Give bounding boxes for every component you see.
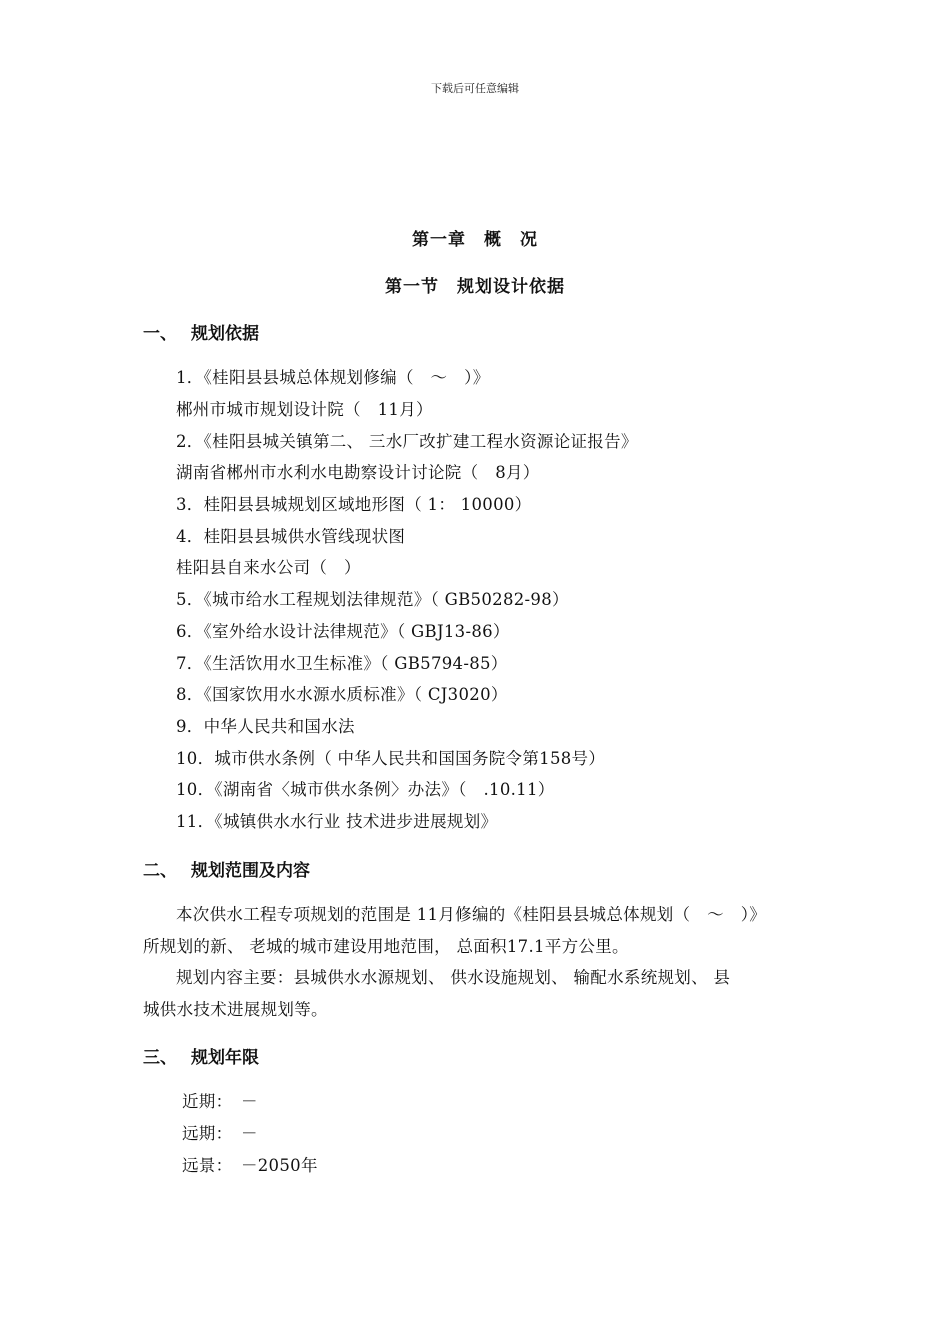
year-row-near xyxy=(182,1088,258,1112)
basis-line: 10．城市供水条例（ 中华人民共和国国务院令第158号） xyxy=(176,749,606,768)
basis-line: 7．《生活饮用水卫生标准》（ GB5794-85） xyxy=(176,654,508,673)
year-value: － xyxy=(224,1092,258,1111)
basis-line: 湖南省郴州市水利水电勘察设计讨论院（ 8月） xyxy=(176,463,540,482)
basis-line: 6．《室外给水设计法律规范》（ GBJ13-86） xyxy=(176,622,510,641)
section-number: 一、 xyxy=(143,324,177,344)
section-number: 二、 xyxy=(143,861,177,881)
year-label: 近期： xyxy=(182,1092,225,1111)
basis-line: 4．桂阳县县城供水管线现状图 xyxy=(176,527,406,546)
basis-line: 10．《湖南省〈城市供水条例〉办法》（ .10.11） xyxy=(176,780,555,799)
section-heading-text: 规划范围及内容 xyxy=(191,861,310,881)
year-label: 远期： xyxy=(182,1124,225,1143)
section-number: 三、 xyxy=(143,1048,177,1068)
basis-line: 3．桂阳县县城规划区域地形图（ 1： 10000） xyxy=(176,495,532,514)
section-heading-scope xyxy=(143,856,310,881)
section-heading-text: 规划年限 xyxy=(191,1048,259,1068)
year-value: － xyxy=(224,1124,258,1143)
basis-line: 2．《桂阳县城关镇第二、 三水厂改扩建工程水资源论证报告》 xyxy=(176,432,638,451)
basis-line: 桂阳县自来水公司（ ） xyxy=(176,558,361,577)
basis-line: 9．中华人民共和国水法 xyxy=(176,717,355,736)
year-value: －2050年 xyxy=(224,1156,318,1175)
basis-line: 5．《城市给水工程规划法律规范》（ GB50282-98） xyxy=(176,590,569,609)
year-row-far xyxy=(182,1120,258,1144)
chapter-title: 第一章 概 况 xyxy=(412,230,538,250)
basis-line: 1．《桂阳县县城总体规划修编（ ～ ）》 xyxy=(176,368,490,387)
basis-line: 11．《城镇供水水行业 技术进步进展规划》 xyxy=(176,812,498,831)
scope-paragraph-line: 所规划的新、 老城的城市建设用地范围， 总面积17.1平方公里。 xyxy=(143,937,629,956)
section-title: 第一节 规划设计依据 xyxy=(385,277,565,297)
year-row-vision xyxy=(182,1152,318,1176)
year-label: 远景： xyxy=(182,1156,225,1175)
page-header-note: 下载后可任意编辑 xyxy=(431,82,519,95)
basis-line: 郴州市城市规划设计院（ 11月） xyxy=(176,400,433,419)
scope-paragraph-line: 规划内容主要：县城供水水源规划、 供水设施规划、 输配水系统规划、 县 xyxy=(176,968,731,987)
section-heading-years xyxy=(143,1043,259,1068)
basis-line: 8．《国家饮用水水源水质标准》（ CJ3020） xyxy=(176,685,508,704)
scope-paragraph-line: 城供水技术进展规划等。 xyxy=(143,1000,328,1019)
section-heading-text: 规划依据 xyxy=(191,324,259,344)
scope-paragraph-line: 本次供水工程专项规划的范围是 11月修编的《桂阳县县城总体规划（ ～ ）》 xyxy=(176,905,767,924)
section-heading-basis xyxy=(143,319,259,344)
